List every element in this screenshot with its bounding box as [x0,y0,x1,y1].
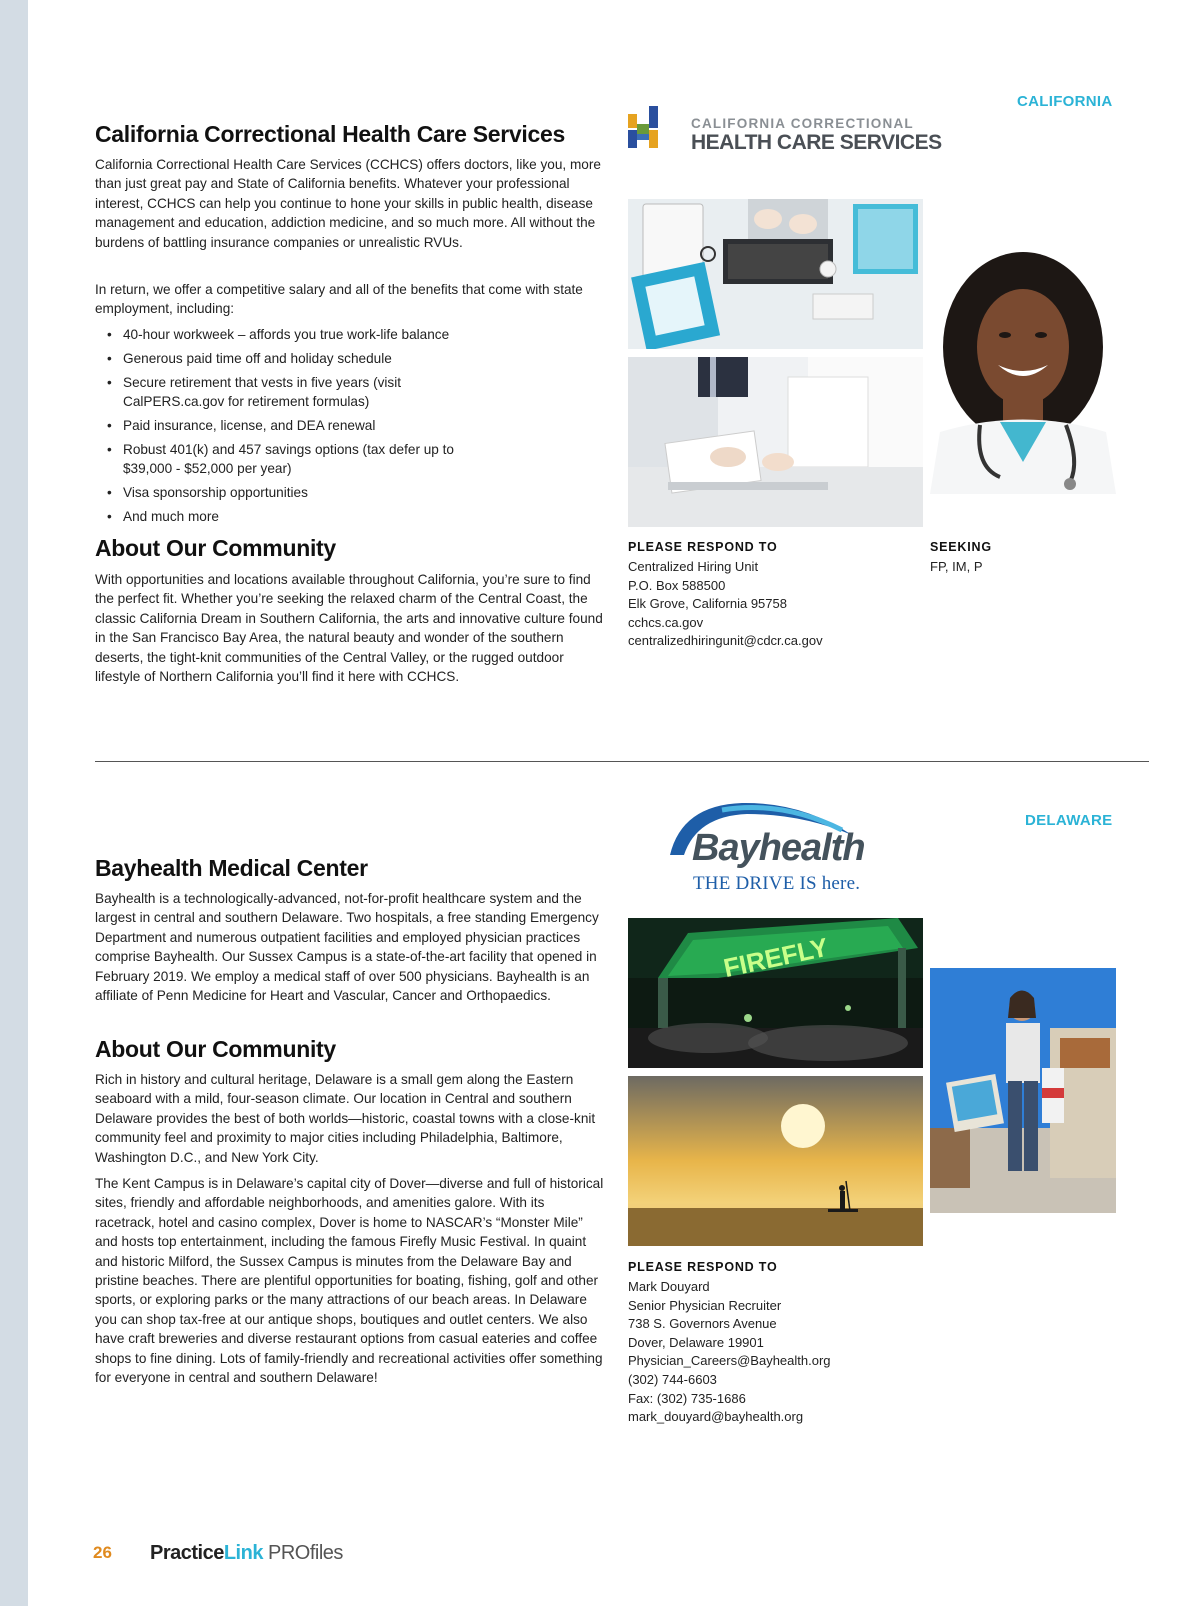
list-item: • Secure retirement that vests in five years (visit CalPERS.ca.gov for retirement formulas) [95,373,495,412]
respond-line: Mark Douyard [628,1279,710,1294]
list-item: • Generous paid time off and holiday schedule [95,349,495,368]
list-item: • Paid insurance, license, and DEA renewal [95,416,495,435]
community-text-delaware-2: The Kent Campus is in Delaware’s capital city of Dover—diverse and full of historical sites, friendly and affordable neighborhoods, and amenities galore. With its racetrack, hotel and casino complex, Dover is home to NASCAR’s “Monster Mile” and hosts top entertainment, including the famous Firefly Music Festival. In quaint and historic Milford, the Sussex Campus is minutes from the Delaware Bay and pristine beaches. There are plentiful opportunities for boating, fishing, golf and other sports, or exploring parks or the many attractions of our beach areas. In Delaware you can shop tax-free at our antique shops, boutiques and outlet centers. We also have craft breweries and diverse restaurant options from casual eateries and coffee shops to fine dining. Lots of family-friendly and recreational activities offer something for everyone in central and southern Delaware! [95,1176,604,1386]
list-item: • 40-hour workweek – affords you true work-life balance [95,325,495,344]
brand-part-practice: Practice [150,1542,224,1564]
respond-line: 738 S. Governors Avenue [628,1316,777,1332]
page-edge-strip [0,0,28,1606]
practicelink-profiles-logo [150,1542,343,1565]
respond-heading-california: PLEASE RESPOND TO [628,540,778,554]
state-tag-delaware: DELAWARE [1025,812,1113,829]
photo-doctor-consultation [628,357,923,527]
firefly-sign-text: FIREFLY [720,931,831,984]
cchcs-intro: California Correctional Health Care Services (CCHCS) offers doctors, like you, more than just great pay and State of California benefits. Whatever your professional interest, CCHCS can help you continue to hone your skills in public health, disease management and education, addiction medicine, and so much more. All without the burdens of battling insurance companies or unrealistic RVUs. [95,157,601,250]
cchcs-intro-2: In return, we offer a competitive salary and all of the benefits that come with state employment, including: [95,282,583,317]
bayhealth-logo-word: Bayhealth [692,827,865,869]
photo-laptop-desk [628,199,923,349]
org-title-cchcs: California Correctional Health Care Services [95,121,565,147]
section-divider [95,761,1149,762]
respond-link[interactable]: cchcs.ca.gov [628,614,704,630]
brand-part-link: Link [223,1542,263,1564]
respond-address-california [628,558,823,651]
bayhealth-logo-tagline: THE DRIVE IS here. [693,873,861,894]
respond-heading-delaware: PLEASE RESPOND TO [628,1260,778,1274]
respond-address-delaware [628,1278,831,1427]
respond-line: Centralized Hiring Unit [628,559,759,574]
community-heading-delaware: About Our Community [95,1036,336,1062]
community-text-delaware-1: Rich in history and cultural heritage, Delaware is a small gem along the Eastern seaboard with a mild, four-season climate. Our location in Central and southern Delaware provides the best of both worlds—historic, coastal towns with a close-knit community feel and proximity to major cities including Philadelphia, Baltimore, Washington D.C., and New York City. [95,1072,596,1165]
respond-line: Dover, Delaware 19901 [628,1334,764,1350]
org-title-bayhealth: Bayhealth Medical Center [95,855,368,881]
bayhealth-intro: Bayhealth is a technologically-advanced, not-for-profit healthcare system and the largest in central and southern Delaware. Two hospitals, a free standing Emergency Department and numerous outpatient facilities and employed physician practices comprise Bayhealth. Our Sussex Campus is a state-of-the-art facility that opened in February 2019. We employ a medical staff of over 500 physicians. Bayhealth is an affiliate of Penn Medicine for Heart and Vascular, Cancer and Orthopaedics. [95,891,599,1004]
community-text-california: With opportunities and locations available throughout California, you’re sure to find the perfect fit. Whether you’re seeking the relaxed charm of the Central Coast, the classic California Dream in Southern California, the arts and innovative culture found in the San Francisco Bay Area, the natural beauty and wonder of the southern deserts, the tight-knit communities of the Central Valley, or the rugged outdoor lifestyle of Northern California you’ll find it here with CCHCS. [95,572,603,685]
respond-fax: Fax: (302) 735-1686 [628,1390,746,1406]
seeking-specialties: FP, IM, P [930,559,983,574]
brand-part-profiles: PROfiles [262,1542,343,1564]
photo-firefly-festival [628,918,923,1068]
seeking-heading: SEEKING [930,540,992,554]
respond-phone: (302) 744-6603 [628,1371,717,1387]
cchcs-h-icon [628,106,668,154]
photo-sunset-paddleboard [628,1076,923,1246]
list-item: • Robust 401(k) and 457 savings options (tax defer up to $39,000 - $52,000 per year) [95,440,495,479]
respond-line: Senior Physician Recruiter [628,1297,782,1313]
respond-line: Elk Grove, California 95758 [628,596,787,612]
respond-line: P.O. Box 588500 [628,577,726,593]
photo-smiling-doctor [930,247,1116,494]
respond-email-link[interactable]: mark_douyard@bayhealth.org [628,1409,804,1425]
photo-shopper [930,968,1116,1213]
cchcs-logo-line1: CALIFORNIA CORRECTIONAL [691,116,914,131]
list-item: • Visa sponsorship opportunities [95,483,495,502]
respond-email-link[interactable]: Physician_Careers@Bayhealth.org [628,1353,831,1369]
respond-email-link[interactable]: centralizedhiringunit@cdcr.ca.gov [628,633,823,649]
list-item: • And much more [95,507,495,526]
cchcs-benefits-list [95,325,495,531]
page-number: 26 [93,1543,112,1562]
community-heading-california: About Our Community [95,535,336,561]
state-tag-california: CALIFORNIA [1017,93,1113,110]
cchcs-logo-line2: HEALTH CARE SERVICES [691,131,942,154]
